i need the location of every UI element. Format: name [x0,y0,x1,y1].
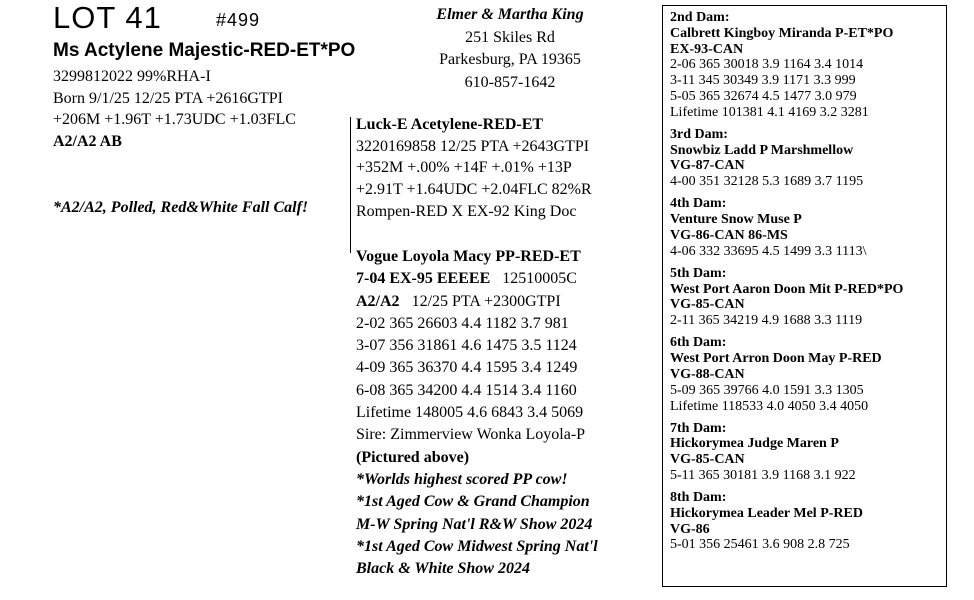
calf-birth-pta: Born 9/1/25 12/25 PTA +2616GTPI [53,89,283,107]
ancestor-record: 5-01 356 25461 3.6 908 2.8 725 [670,537,850,553]
ancestor-name: Venture Snow Muse P [670,212,802,228]
ancestor-5th-dam [670,266,903,329]
ancestor-class: EX-93-CAN [670,41,744,57]
dam-sire: Sire: Zimmerview Wonka Loyola-P [356,426,586,444]
ancestor-record: 5-11 365 30181 3.9 1168 3.1 922 [670,468,856,483]
dam-record: 6-08 365 34200 4.4 1514 3.4 1160 [356,381,577,399]
dam-highlight: *1st Aged Cow Midwest Spring Nat'l [356,537,598,555]
sire-line: 3220169858 12/25 PTA +2643GTPI [356,137,590,155]
ancestor-class: VG-88-CAN [670,366,745,382]
dam-lifetime: Lifetime 148005 4.6 6843 3.4 5069 [356,404,584,422]
ancestor-class: VG-87-CAN [670,158,745,174]
ancestor-6th-dam [670,335,903,414]
dam-pictured: (Pictured above) [356,448,470,466]
ancestor-name: Hickorymea Leader Mel P-RED [670,505,863,521]
ancestor-record: 2-11 365 34219 4.9 1688 3.3 1119 [670,313,863,329]
sire-line: +2.91T +1.64UDC +2.04FLC 82%R [356,181,592,199]
ancestor-label: 4th Dam: [670,196,727,212]
dam-classification: 7-04 EX-95 EEEEE [356,270,491,288]
ancestor-record: Lifetime 101381 4.1 4169 3.2 3281 [670,104,869,120]
ancestor-2nd-dam [670,10,903,121]
dam-record: 2-02 365 26603 4.4 1182 3.7 981 [356,314,569,332]
dam-highlight: *1st Aged Cow & Grand Champion [356,493,590,511]
dam-name: Vogue Loyola Macy PP-RED-ET [356,248,581,265]
dam-registration: 12510005C [502,270,577,288]
ancestor-7th-dam [670,421,903,484]
dam-section [356,246,598,580]
ancestor-label: 8th Dam: [670,490,727,506]
dam-record: 3-07 356 31861 4.6 1475 3.5 1124 [356,337,577,355]
sire-divider [350,117,351,253]
breeder-phone: 610-857-1642 [464,73,556,91]
sire-line: Rompen-RED X EX-92 King Doc [356,202,577,220]
ancestor-name: Hickorymea Judge Maren P [670,436,839,452]
ancestor-record: 4-06 332 33695 4.5 1499 3.3 1113\ [670,243,867,259]
calf-registration: 3299812022 99%RHA-I [53,68,211,85]
ancestor-name: Calbrett Kingboy Miranda P-ET*PO [670,25,894,41]
sire-section [356,114,592,223]
ancestor-label: 5th Dam: [670,265,727,281]
breeder-address-street: 251 Skiles Rd [465,28,555,46]
breeder-address-city: Parkesburg, PA 19365 [439,51,581,68]
ancestor-8th-dam [670,490,903,553]
calf-info [53,66,296,152]
ancestor-label: 6th Dam: [670,335,727,351]
calf-genotype: A2/A2 AB [53,132,122,150]
ancestor-class: VG-86 [670,521,710,537]
ancestor-record: 3-11 345 30349 3.9 1171 3.3 999 [670,73,856,89]
ancestor-class: VG-85-CAN [670,297,745,313]
breeder-name: Elmer & Martha King [436,6,584,23]
ancestor-3rd-dam [670,127,903,190]
ancestor-class: VG-86-CAN 86-MS [670,227,788,243]
ancestor-record: 4-00 351 32128 5.3 1689 3.7 1195 [670,174,864,190]
calf-proof-traits: +206M +1.96T +1.73UDC +1.03FLC [53,111,296,128]
ancestor-name: West Port Arron Doon May P-RED [670,351,882,367]
ancestor-name: Snowbiz Ladd P Marshmellow [670,142,854,158]
dam-highlight: *Worlds highest scored PP cow! [356,470,568,488]
ancestor-label: 2nd Dam: [670,10,730,25]
ancestor-label: 7th Dam: [670,420,727,436]
ancestor-record: 5-09 365 39766 4.0 1591 3.3 1305 [670,382,864,398]
dam-highlight: Black & White Show 2024 [356,560,530,578]
dam-pta: 12/25 PTA +2300GTPI [411,292,561,310]
dam-highlight: M-W Spring Nat'l R&W Show 2024 [356,515,593,533]
ancestor-record: Lifetime 118533 4.0 4050 3.4 4050 [670,398,869,414]
ancestor-record: 2-06 365 30018 3.9 1164 3.4 1014 [670,57,864,73]
ancestor-name: West Port Aaron Doon Mit P-RED*PO [670,281,904,297]
sire-name: Luck-E Acetylene-RED-ET [356,116,544,133]
dam-record: 4-09 365 36370 4.4 1595 3.4 1249 [356,359,578,377]
lot-title: LOT 41 [53,0,162,35]
ancestor-class: VG-85-CAN [670,452,745,468]
lot-number: #499 [216,10,261,30]
calf-name: Ms Actylene Majestic-RED-ET*PO [53,40,356,61]
breeder-contact [360,4,660,94]
sire-line: +352M +.00% +14F +.01% +13P [356,159,572,177]
ancestor-label: 3rd Dam: [670,126,728,142]
calf-note: *A2/A2, Polled, Red&White Fall Calf! [53,199,309,216]
ancestor-record: 5-05 365 32674 4.5 1477 3.0 979 [670,88,857,104]
ancestor-4th-dam [670,196,903,259]
dam-genotype: A2/A2 [356,292,400,310]
pedigree-list [670,10,903,560]
